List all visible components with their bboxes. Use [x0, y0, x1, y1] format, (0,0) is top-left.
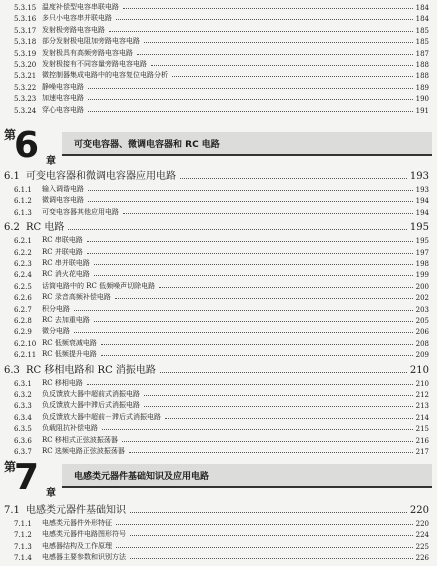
entry-page-number: 220	[415, 520, 429, 528]
dot-leader	[87, 384, 413, 385]
entry-number: 5.3.15	[14, 4, 37, 12]
entry-number: 5.3.23	[14, 95, 37, 104]
entry-number: 6.2	[4, 222, 20, 234]
entry-title: 可变电容器其他应用电路	[42, 207, 119, 216]
entry-title: 电感器结构及工作原理	[42, 541, 112, 550]
entry-title: RC 消火花电路	[42, 270, 90, 279]
entry-title: 发射极具有高频旁路电容电路	[42, 48, 133, 57]
entry-title: 负反馈放大器中超前－滞后式消振电路	[42, 412, 161, 421]
entry-page-number: 206	[415, 328, 429, 337]
chapter-prefix: 第	[4, 460, 17, 474]
toc-entry[interactable]	[0, 336, 437, 348]
chapter-suffix: 章	[46, 488, 56, 499]
entry-title: 发射极旁路电容电路	[42, 25, 105, 34]
entry-page-number: 217	[415, 448, 429, 456]
dot-leader	[144, 406, 413, 407]
toc-entry[interactable]	[0, 324, 437, 336]
dot-leader	[88, 99, 413, 100]
toc-entry[interactable]	[0, 539, 437, 551]
entry-title: 电感类元器件电路图形符号	[42, 530, 126, 539]
toc-entry[interactable]	[0, 23, 437, 35]
toc-entry[interactable]	[0, 527, 437, 539]
entry-title: RC 移相电路和 RC 消振电路	[26, 364, 156, 376]
entry-number: 5.3.21	[14, 72, 37, 81]
entry-number: 6.2.11	[14, 351, 37, 360]
entry-number: 6.1.2	[14, 197, 32, 206]
entry-page-number: 210	[415, 379, 429, 388]
entry-number: 6.2.2	[14, 248, 32, 257]
entry-page-number: 210	[409, 364, 429, 376]
entry-number: 6.3.5	[14, 425, 32, 434]
entry-page-number: 200	[415, 282, 429, 291]
dot-leader	[116, 524, 413, 525]
entry-title: RC 低频衰减电路	[42, 338, 97, 347]
entry-page-number: 184	[415, 15, 429, 24]
toc-entry[interactable]	[0, 256, 437, 268]
chapter-6-header	[0, 126, 437, 166]
entry-page-number: 203	[415, 305, 429, 314]
entry-page-number: 224	[415, 531, 429, 540]
entry-number: 5.3.24	[14, 106, 37, 115]
entry-number: 6.2.6	[14, 294, 32, 303]
entry-page-number: 190	[415, 95, 429, 104]
entry-title: 电感类元器件外形特征	[42, 519, 112, 527]
dot-leader	[87, 253, 413, 254]
entry-title: 多只小电容串并联电路	[42, 14, 112, 23]
dot-leader	[144, 395, 413, 396]
toc-section-entry[interactable]	[0, 168, 437, 182]
toc-entry[interactable]	[0, 347, 437, 359]
dot-leader	[160, 372, 407, 373]
entry-title: RC 低频提升电路	[42, 350, 97, 359]
entry-title: 加速电容电路	[42, 94, 84, 103]
entry-title: 部分发射极电阻加旁路电容电路	[42, 37, 140, 46]
entry-number: 5.3.17	[14, 26, 37, 35]
entry-title: RC 录音高频补偿电路	[42, 293, 111, 302]
dot-leader	[159, 287, 413, 288]
dot-leader	[137, 54, 413, 55]
entry-title: 穿心电容电路	[42, 105, 84, 114]
entry-title: 负反馈放大器中滞后式消振电路	[42, 401, 140, 410]
chapter-number: 7	[14, 457, 40, 498]
entry-page-number: 216	[415, 436, 429, 445]
entry-number: 6.2.3	[14, 260, 32, 268]
toc-section-entry[interactable]	[0, 502, 437, 516]
dot-leader	[172, 76, 413, 77]
entry-title: 温度补偿型电容串联电路	[42, 3, 119, 11]
dot-leader	[94, 264, 413, 265]
toc-entry[interactable]	[0, 290, 437, 302]
toc-entry[interactable]	[0, 193, 437, 205]
entry-number: 5.3.20	[14, 61, 37, 69]
toc-entry[interactable]	[0, 313, 437, 325]
entry-page-number: 187	[415, 49, 429, 58]
toc-entry[interactable]	[0, 410, 437, 422]
entry-number: 6.3.7	[14, 448, 32, 456]
entry-page-number: 205	[415, 317, 429, 325]
entry-page-number: 185	[415, 38, 429, 47]
toc-section-entry[interactable]	[0, 362, 437, 376]
entry-page-number: 215	[415, 425, 429, 434]
toc-entry[interactable]	[0, 91, 437, 103]
toc-entry[interactable]	[0, 182, 437, 194]
toc-entry[interactable]	[0, 398, 437, 410]
entry-number: 6.3.4	[14, 413, 32, 422]
toc-entry[interactable]	[0, 205, 437, 217]
toc-entry[interactable]	[0, 11, 437, 23]
entry-number: 6.1.3	[14, 208, 32, 217]
toc-entry[interactable]	[0, 421, 437, 433]
chapter-number: 6	[14, 125, 40, 166]
entry-page-number: 194	[415, 208, 429, 217]
chapter-title: 电感类元器件基础知识及应用电路	[74, 472, 210, 482]
toc-entry[interactable]	[0, 376, 437, 388]
dot-leader	[180, 178, 407, 179]
entry-page-number: 220	[409, 505, 429, 516]
entry-number: 6.2.4	[14, 271, 32, 280]
entry-number: 5.3.16	[14, 15, 37, 24]
dot-leader	[88, 201, 413, 202]
chapter-prefix: 第	[4, 128, 17, 142]
dot-leader	[123, 8, 413, 9]
entry-title: 静噪电容电路	[42, 82, 84, 91]
toc-entry[interactable]	[0, 34, 437, 46]
entry-number: 6.1	[4, 171, 20, 182]
entry-page-number: 193	[409, 171, 429, 182]
dot-leader	[116, 19, 413, 20]
dot-leader	[116, 547, 413, 548]
toc-entry[interactable]	[0, 46, 437, 58]
entry-title: RC 选频电路正弦波振荡器	[42, 447, 125, 455]
entry-page-number: 191	[415, 106, 429, 115]
entry-number: 6.3	[4, 364, 20, 376]
toc-entry[interactable]	[0, 267, 437, 279]
dot-leader	[144, 42, 413, 43]
entry-title: 负反馈放大器中超前式消振电路	[42, 390, 140, 398]
entry-number: 7.1.3	[14, 542, 32, 551]
chapter-suffix: 章	[46, 156, 56, 167]
entry-number: 6.3.1	[14, 379, 32, 388]
toc-entry[interactable]	[0, 279, 437, 291]
entry-page-number: 208	[415, 339, 429, 348]
entry-number: 7.1	[4, 505, 20, 516]
entry-title: 电感器主要参数和识别方法	[42, 553, 126, 562]
dot-leader	[101, 344, 413, 345]
entry-title: RC 电路	[26, 222, 65, 234]
entry-page-number: 188	[415, 61, 429, 69]
dot-leader	[87, 241, 413, 242]
entry-title: RC 串联电路	[42, 236, 83, 245]
dot-leader	[88, 88, 413, 89]
entry-title: 微控制器集成电路中的电容复位电路分析	[42, 71, 168, 80]
entry-page-number: 199	[415, 271, 429, 280]
toc-section-entry[interactable]	[0, 219, 437, 233]
chapter-7-header	[0, 458, 437, 498]
dot-leader	[122, 441, 413, 442]
entry-page-number: 212	[415, 391, 429, 399]
entry-page-number: 225	[415, 542, 429, 551]
entry-title: 微分电路	[42, 327, 70, 336]
entry-number: 6.2.5	[14, 282, 32, 291]
toc-entry[interactable]	[0, 444, 437, 456]
entry-title: 电感类元器件基础知识	[26, 505, 126, 516]
toc-entry[interactable]	[0, 57, 437, 69]
entry-title: RC 去加重电路	[42, 316, 90, 324]
dot-leader	[88, 111, 413, 112]
dot-leader	[74, 332, 413, 333]
toc-entry[interactable]	[0, 516, 437, 528]
toc-entry[interactable]	[0, 233, 437, 245]
dot-leader	[130, 535, 413, 536]
dot-leader	[129, 452, 413, 453]
entry-page-number: 188	[415, 72, 429, 81]
entry-number: 6.3.3	[14, 402, 32, 411]
entry-page-number: 213	[415, 402, 429, 411]
entry-number: 6.2.1	[14, 237, 32, 246]
toc-entry[interactable]	[0, 80, 437, 92]
dot-leader	[130, 558, 413, 559]
dot-leader	[165, 418, 413, 419]
entry-title: 可变电容器和微调电容器应用电路	[26, 171, 176, 182]
entry-number: 5.3.18	[14, 38, 37, 47]
entry-title: 话筒电路中的 RC 低频噪声切除电路	[42, 281, 156, 290]
entry-number: 6.2.9	[14, 328, 32, 337]
entry-title: 积分电路	[42, 304, 70, 313]
toc-entry[interactable]	[0, 103, 437, 115]
toc-entry[interactable]	[0, 302, 437, 314]
entry-page-number: 194	[415, 197, 429, 206]
entry-number: 6.3.6	[14, 436, 32, 445]
entry-number: 6.2.8	[14, 317, 32, 325]
toc-entry[interactable]	[0, 433, 437, 445]
entry-number: 5.3.19	[14, 49, 37, 58]
entry-number: 6.2.10	[14, 339, 37, 348]
entry-title: 输入调谐电路	[42, 185, 84, 193]
dot-leader	[130, 512, 407, 513]
entry-title: RC 移相电路	[42, 378, 83, 387]
toc-entry[interactable]	[0, 245, 437, 257]
entry-number: 6.2.7	[14, 305, 32, 314]
dot-leader	[74, 310, 413, 311]
entry-page-number: 198	[415, 260, 429, 268]
entry-number: 6.1.1	[14, 186, 32, 194]
entry-page-number: 195	[415, 237, 429, 246]
dot-leader	[94, 321, 413, 322]
dot-leader	[115, 298, 413, 299]
entry-page-number: 214	[415, 413, 429, 422]
dot-leader	[109, 31, 413, 32]
dot-leader	[68, 229, 407, 230]
entry-number: 7.1.4	[14, 554, 32, 563]
entry-page-number: 184	[415, 4, 429, 12]
dot-leader	[88, 190, 413, 191]
entry-title: RC 并联电路	[42, 247, 83, 256]
chapter-title: 可变电容器、微调电容器和 RC 电路	[74, 140, 220, 150]
entry-title: RC 移相式正弦波振荡器	[42, 435, 118, 444]
toc-entry[interactable]	[0, 0, 437, 12]
dot-leader	[94, 275, 413, 276]
entry-page-number: 209	[415, 351, 429, 360]
entry-page-number: 185	[415, 26, 429, 35]
entry-title: 微调电容电路	[42, 196, 84, 205]
entry-title: RC 串并联电路	[42, 259, 90, 267]
dot-leader	[101, 355, 413, 356]
entry-page-number: 197	[415, 248, 429, 257]
dot-leader	[123, 213, 413, 214]
toc-entry[interactable]	[0, 68, 437, 80]
entry-number: 7.1.2	[14, 531, 32, 540]
toc-entry[interactable]	[0, 550, 437, 562]
entry-page-number: 226	[415, 554, 429, 563]
toc-entry[interactable]	[0, 387, 437, 399]
entry-page-number: 193	[415, 186, 429, 194]
entry-title: 负载阻抗补偿电路	[42, 424, 98, 433]
entry-number: 5.3.22	[14, 83, 37, 92]
dot-leader	[102, 429, 413, 430]
entry-page-number: 195	[409, 222, 429, 234]
entry-title: 发射极接有不同容量旁路电容电路	[42, 60, 147, 68]
entry-number: 6.3.2	[14, 391, 32, 399]
entry-number: 7.1.1	[14, 520, 32, 528]
entry-page-number: 202	[415, 294, 429, 303]
dot-leader	[151, 65, 413, 66]
entry-page-number: 189	[415, 83, 429, 92]
